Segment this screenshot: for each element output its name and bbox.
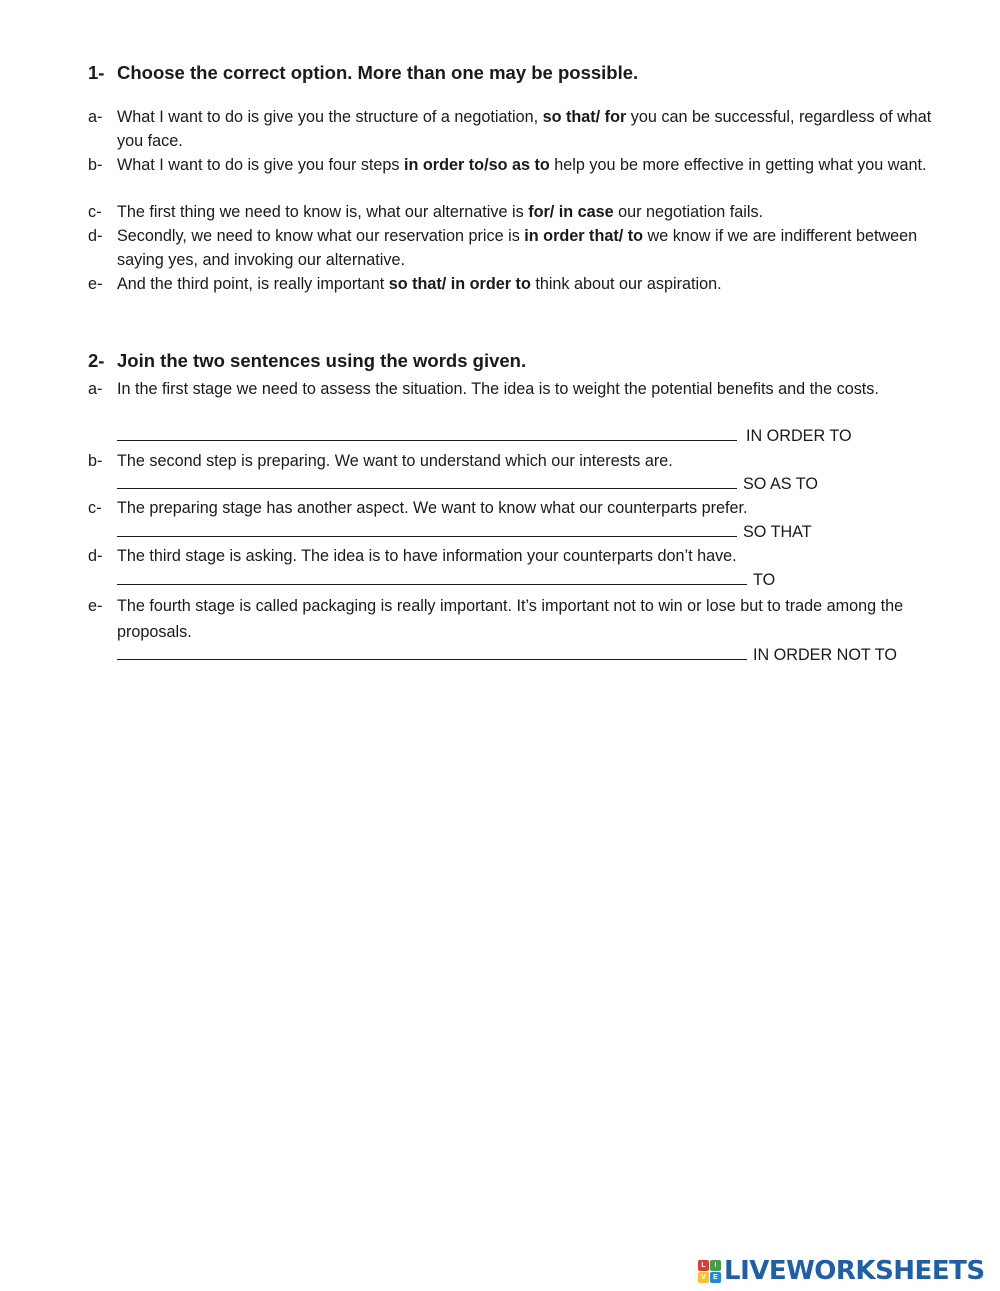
answer-row-c: [117, 521, 812, 545]
item-letter: a-: [88, 380, 103, 398]
item-letter: c-: [88, 499, 102, 517]
item-sentence: The fourth stage is called packaging is really important. It’s important not to win or lose but to trade among the proposals.: [117, 597, 904, 641]
item-letter: e-: [88, 275, 103, 293]
exercise-1-item-e: [88, 273, 948, 297]
keyword-label: SO THAT: [743, 523, 812, 541]
item-letter: d-: [88, 227, 103, 245]
item-sentence: The preparing stage has another aspect. We want to know what our counterparts prefer.: [117, 499, 748, 517]
option-choice[interactable]: for/ in case: [528, 203, 614, 221]
logo-tile-e: E: [710, 1272, 721, 1283]
section-2-title: Join the two sentences using the words given.: [117, 350, 527, 371]
option-choice[interactable]: so that/ in order to: [388, 275, 531, 293]
answer-row-e: [117, 644, 897, 668]
section-2-number: 2-: [88, 350, 105, 371]
liveworksheets-logo: [698, 1256, 985, 1286]
answer-row-b: [117, 473, 818, 497]
answer-blank-e[interactable]: [117, 645, 747, 660]
item-sentence: The third stage is asking. The idea is to have information your counterparts don’t have.: [117, 547, 737, 565]
exercise-1-item-c: [88, 201, 948, 225]
exercise-2-item-c: [88, 497, 948, 521]
answer-row-a: [117, 425, 852, 449]
item-letter: b-: [88, 452, 103, 470]
answer-blank-c[interactable]: [117, 522, 737, 537]
option-choice[interactable]: so that/ for: [542, 108, 627, 126]
liveworksheets-logo-icon: [698, 1260, 721, 1283]
keyword-label: IN ORDER TO: [746, 427, 852, 445]
keyword-label: IN ORDER NOT TO: [753, 646, 897, 664]
item-letter: a-: [88, 108, 103, 126]
item-letter: e-: [88, 597, 103, 615]
keyword-label: SO AS TO: [743, 475, 818, 493]
option-choice[interactable]: in order that/ to: [524, 227, 643, 245]
item-text: What I want to do is give you four steps in order to/so as to help you be more effective in getting what you want.: [117, 156, 927, 174]
answer-blank-a[interactable]: [117, 426, 737, 441]
section-1-number: 1-: [88, 62, 105, 83]
exercise-2-item-e: [88, 593, 948, 645]
item-sentence: The second step is preparing. We want to understand which our interests are.: [117, 452, 673, 470]
exercise-2-item-a: [88, 378, 948, 402]
section-1-title: Choose the correct option. More than one may be possible.: [117, 62, 639, 83]
answer-row-d: [117, 569, 775, 593]
item-text: What I want to do is give you the structure of a negotiation, so that/ for you can be successful, regardless of what you face.: [117, 108, 932, 150]
logo-tile-i: I: [710, 1260, 721, 1271]
logo-tile-l: L: [698, 1260, 709, 1271]
exercise-2-item-b: [88, 450, 948, 474]
exercise-1-item-a: [88, 106, 948, 153]
item-sentence: In the first stage we need to assess the situation. The idea is to weight the potential benefits and the costs.: [117, 380, 879, 398]
item-text: And the third point, is really important so that/ in order to think about our aspiration.: [117, 275, 722, 293]
item-letter: b-: [88, 156, 103, 174]
item-text: Secondly, we need to know what our reservation price is in order that/ to we know if we are indifferent between saying yes, and invoking our alternative.: [117, 227, 918, 269]
item-text: The first thing we need to know is, what our alternative is for/ in case our negotiation fails.: [117, 203, 764, 221]
logo-tile-v: V: [698, 1272, 709, 1283]
section-2-heading: [88, 350, 526, 372]
logo-text: LIVEWORKSHEETS: [724, 1256, 985, 1286]
exercise-1-item-d: [88, 225, 948, 272]
exercise-2-item-d: [88, 545, 948, 569]
item-letter: d-: [88, 547, 103, 565]
keyword-label: TO: [753, 571, 776, 589]
exercise-1-item-b: [88, 154, 948, 178]
section-1-heading: [88, 62, 638, 84]
answer-blank-b[interactable]: [117, 474, 737, 489]
item-letter: c-: [88, 203, 102, 221]
option-choice[interactable]: in order to/so as to: [404, 156, 550, 174]
answer-blank-d[interactable]: [117, 570, 747, 585]
